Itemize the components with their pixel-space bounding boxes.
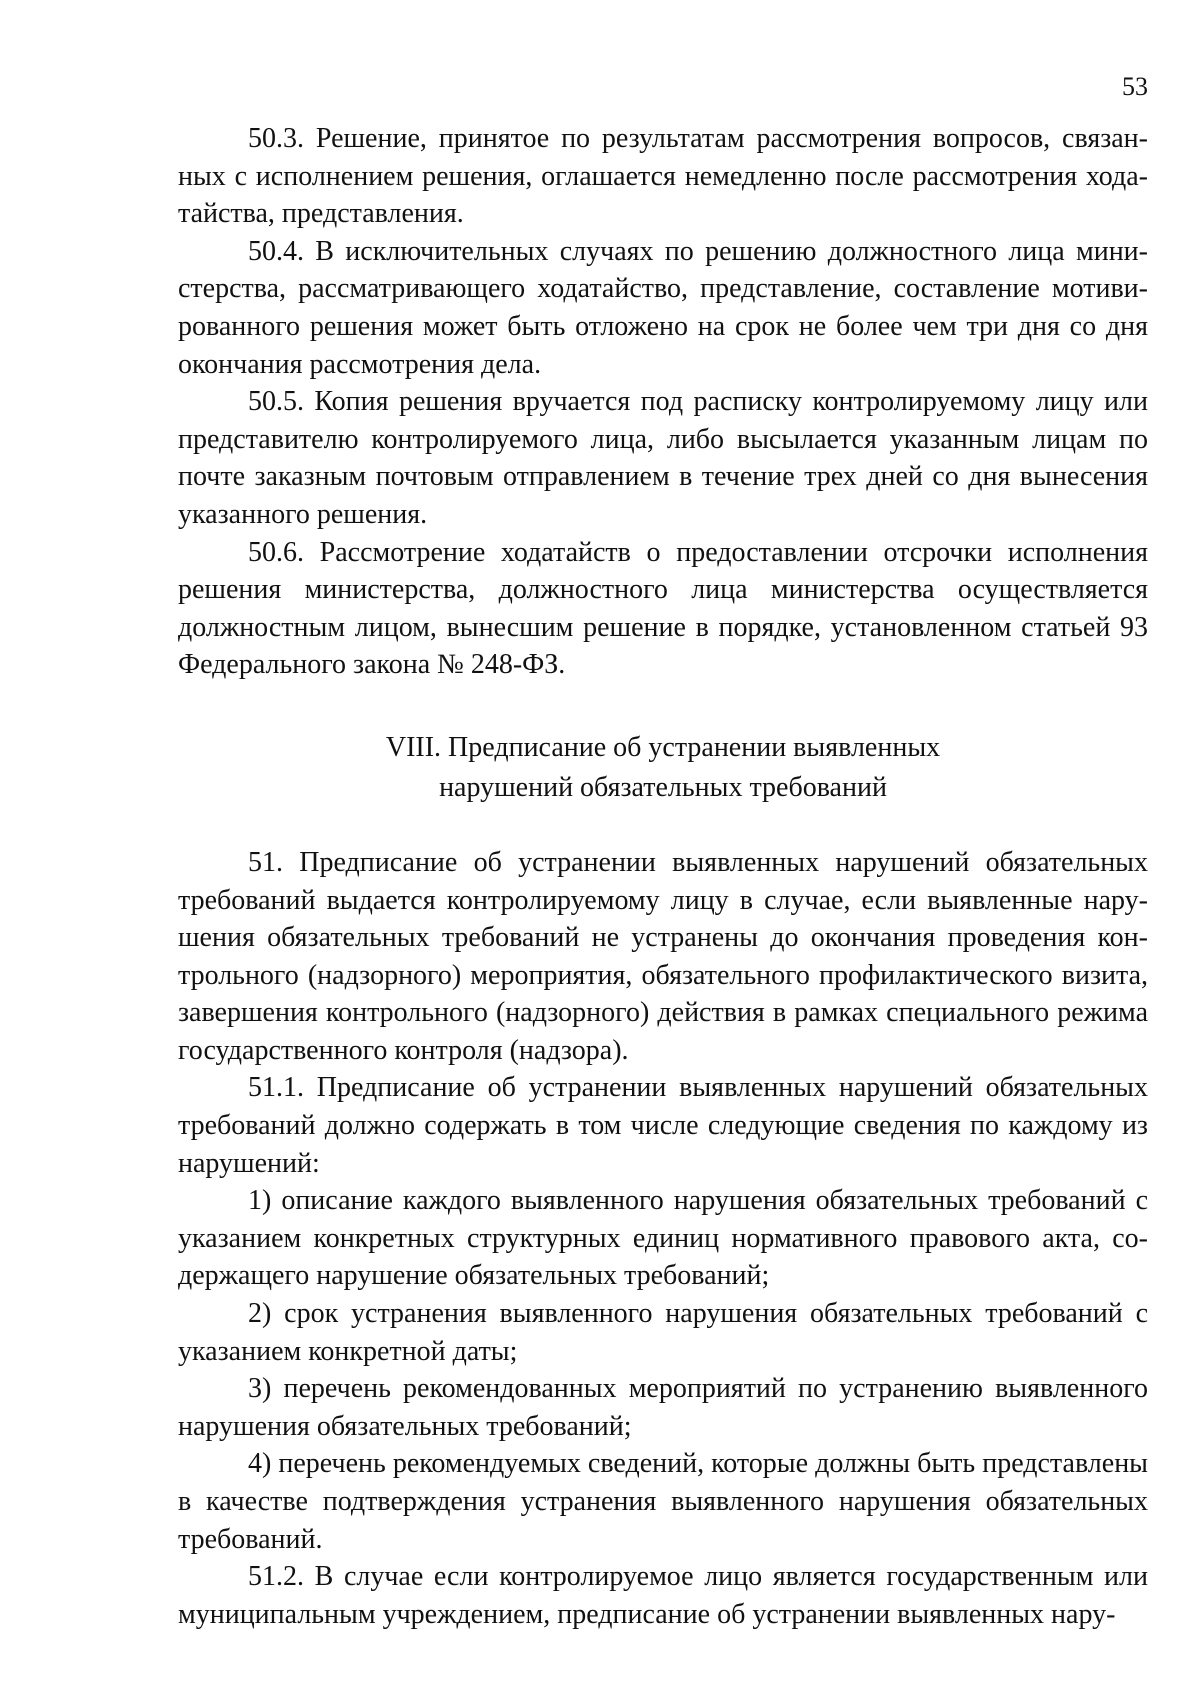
paragraph-51: 51. Предписание об устранении выявленных нарушений обязательных требований выдается контролируемому лицу в случае, если выявленные нарушения обязательных требований не устранены до окончания проведения контрольного (надзорного) мероприятия, обязательного профилактического визита, завершения контрольного (надзорного) действия в рамках специального режима государственного контроля (надзора). [178, 846, 1148, 1066]
paragraph-51-2: 51.2. В случае если контролируемое лицо является государственным или муниципальным учреждением, предписание об устранении выявленных нару- [178, 1561, 1148, 1630]
list-item-2: 2) срок устранения выявленного нарушения обязательных требований с указанием конкретной даты; [178, 1298, 1148, 1367]
page-number: 53 [1122, 72, 1148, 101]
list-item-4: 4) перечень рекомендуемых сведений, которые должны быть представлены в качестве подтверждения устранения выявленного нарушения обязательных требований. [178, 1448, 1148, 1555]
page-body [178, 120, 1148, 1633]
paragraph-50-6: 50.6. Рассмотрение ходатайств о предоставлении отсрочки исполнения решения министерства, должностного лица министерства осуществляется должностным лицом, вынесшим решение в порядке, установленном статьей 93 Федерального закона № 248-ФЗ. [178, 536, 1148, 681]
list-item-1: 1) описание каждого выявленного нарушения обязательных требований с указанием конкретных структурных единиц нормативного правового акта, содержащего нарушение обязательных требований; [178, 1185, 1148, 1292]
paragraph-50-4: 50.4. В исключительных случаях по решению должностного лица министерства, рассматривающего ходатайство, представление, составление мотивированного решения может быть отложено на срок не более чем три дня со дня окончания рассмотрения дела. [178, 235, 1148, 380]
section-heading-line-2: нарушений обязательных требований [439, 771, 887, 803]
list-item-3: 3) перечень рекомендованных мероприятий по устранению выявленного нарушения обязательных требований; [178, 1373, 1148, 1442]
paragraph-50-5: 50.5. Копия решения вручается под расписку контролируемому лицу или представителю контролируемого лица, либо высылается указанным лицам по почте заказным почтовым отправлением в течение трех дней со дня вынесения указанного решения. [178, 386, 1148, 530]
section-heading-line-1: VIII. Предписание об устранении выявленных [385, 731, 941, 763]
paragraph-51-1: 51.1. Предписание об устранении выявленных нарушений обязательных требований должно содержать в том числе следующие сведения по каждому из нарушений: [178, 1072, 1148, 1179]
section-heading [178, 728, 1148, 808]
paragraph-50-3: 50.3. Решение, принятое по результатам рассмотрения вопросов, связанных с исполнением решения, оглашается немедленно после рассмотрения ходатайства, представления. [178, 123, 1148, 230]
